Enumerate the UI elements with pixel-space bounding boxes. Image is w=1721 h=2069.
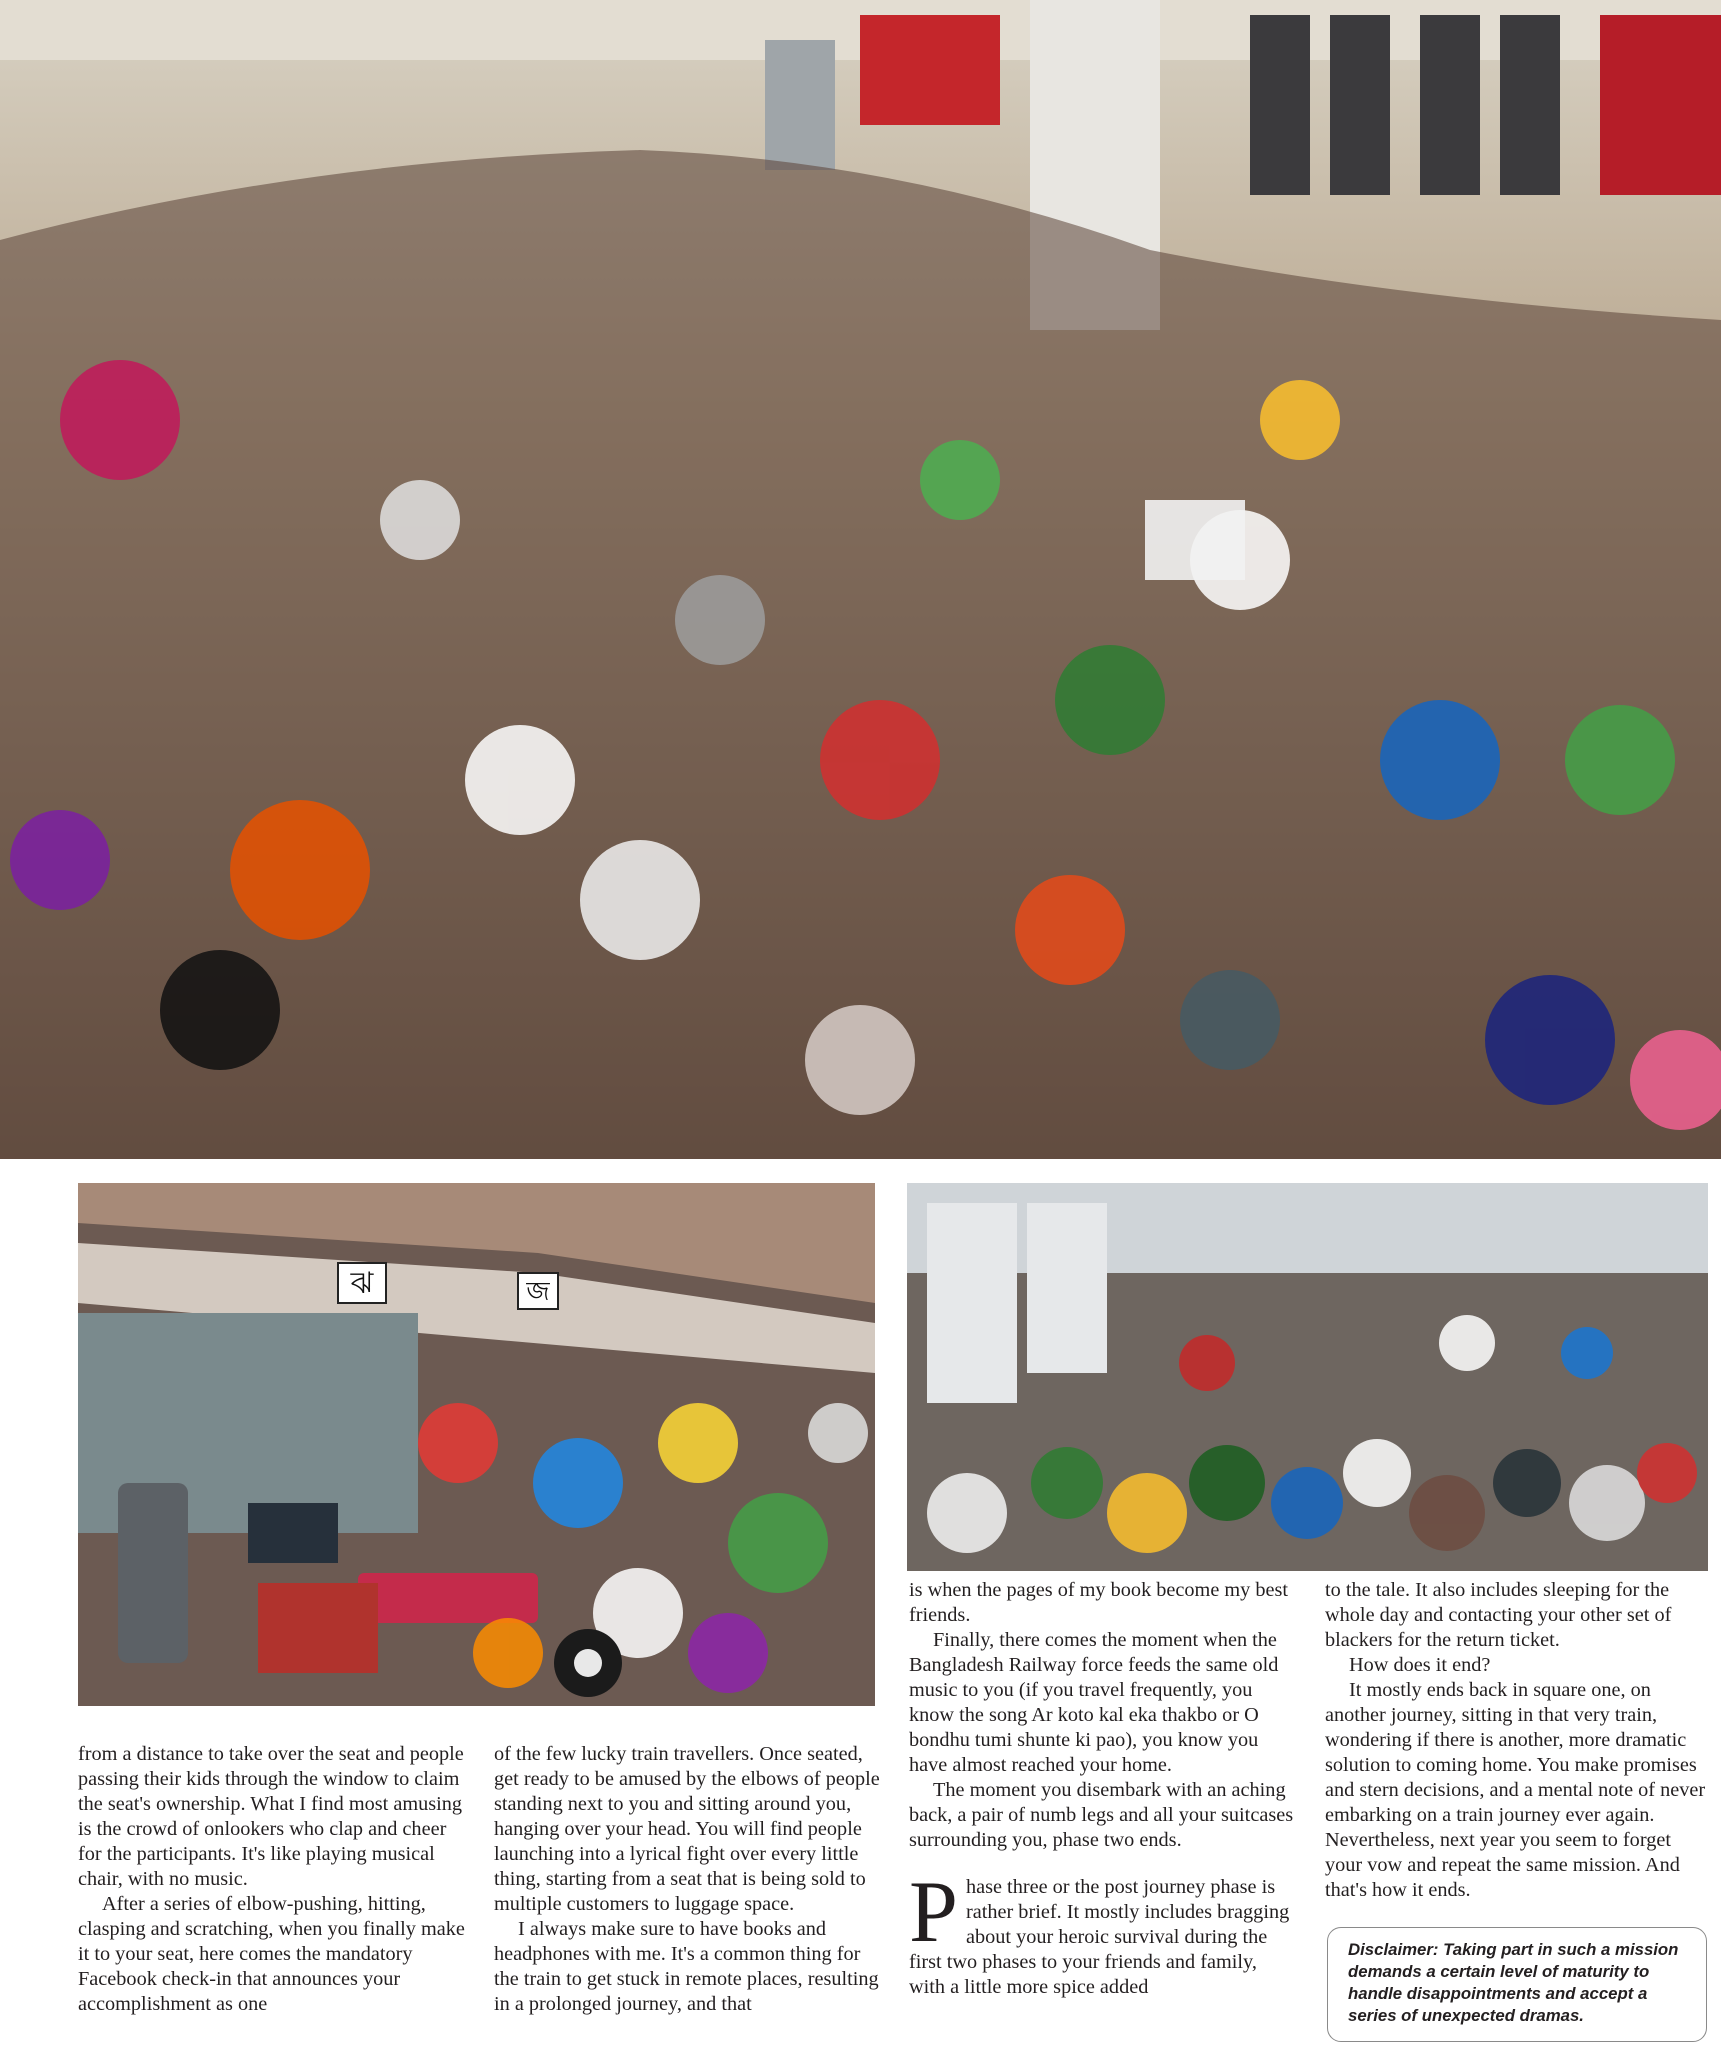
train-sign-2: জ [526, 1277, 550, 1307]
article-column-1 [78, 1742, 466, 2017]
paragraph: The moment you disembark with an aching back, a pair of numb legs and all your suitcases surrounding you, phase two ends. [909, 1779, 1294, 1851]
crowd-in-queue-photo [907, 1183, 1708, 1571]
drop-cap: P [909, 1864, 958, 1961]
train-sign-1: ঝ [350, 1266, 374, 1301]
article-column-3 [909, 1578, 1297, 2000]
dropcap-paragraph [909, 1864, 1297, 2000]
dropcap-paragraph-text: hase three or the post journey phase is rather brief. It mostly includes bragging about your heroic survival during the first two phases to your friends and family, with a little more spice added [909, 1876, 1290, 1998]
paragraph: to the tale. It also includes sleeping for the whole day and contacting your other set of blackers for the return ticket. [1325, 1579, 1672, 1651]
paragraph: Finally, there comes the moment when the Bangladesh Railway force feeds the same old music to you (if you travel frequently, you know the song Ar koto kal eka thakbo or O bondhu tumi shunte ki pao), you know you have almost reached your home. [909, 1629, 1279, 1776]
article-column-4 [1325, 1578, 1709, 1903]
paragraph: of the few lucky train travellers. Once seated, get ready to be amused by the elbows of people standing next to you and sitting around you, hanging over your head. You will find people launching into a lyrical fight over every little thing, starting from a seat that is being sold to multiple customers to luggage space. [494, 1743, 880, 1915]
article-column-2 [494, 1742, 882, 2017]
disclaimer-box: Disclaimer: Taking part in such a mission demands a certain level of maturity to handle disappointments and accept a series of unexpected dramas. [1327, 1927, 1707, 2042]
paragraph: from a distance to take over the seat and people passing their kids through the window to claim the seat's ownership. What I find most amusing is the crowd of onlookers who clap and cheer for the participants. It's like playing musical chair, with no music. [78, 1743, 464, 1890]
paragraph: It mostly ends back in square one, on another journey, sitting in that very train, wondering if there is another, more dramatic solution to coming home. You make promises and stern decisions, and a mental note of never embarking on a train journey ever again. Nevertheless, next year you seem to forget your vow and repeat the same mission. And that's how it ends. [1325, 1679, 1706, 1901]
paragraph: How does it end? [1349, 1654, 1491, 1676]
crowd-boarding-train-photo [78, 1183, 875, 1706]
crowd-photo-bl-graphic [78, 1183, 875, 1706]
crowd-photo-br-graphic [907, 1183, 1708, 1571]
paragraph: After a series of elbow-pushing, hitting, clasping and scratching, when you finally make it to your seat, here comes the mandatory Facebook check-in that announces your accomplishment as one [78, 1893, 465, 2015]
paragraph: I always make sure to have books and headphones with me. It's a common thing for the train to get stuck in remote places, resulting in a prolonged journey, and that [494, 1918, 879, 2015]
paragraph: is when the pages of my book become my best friends. [909, 1579, 1289, 1626]
